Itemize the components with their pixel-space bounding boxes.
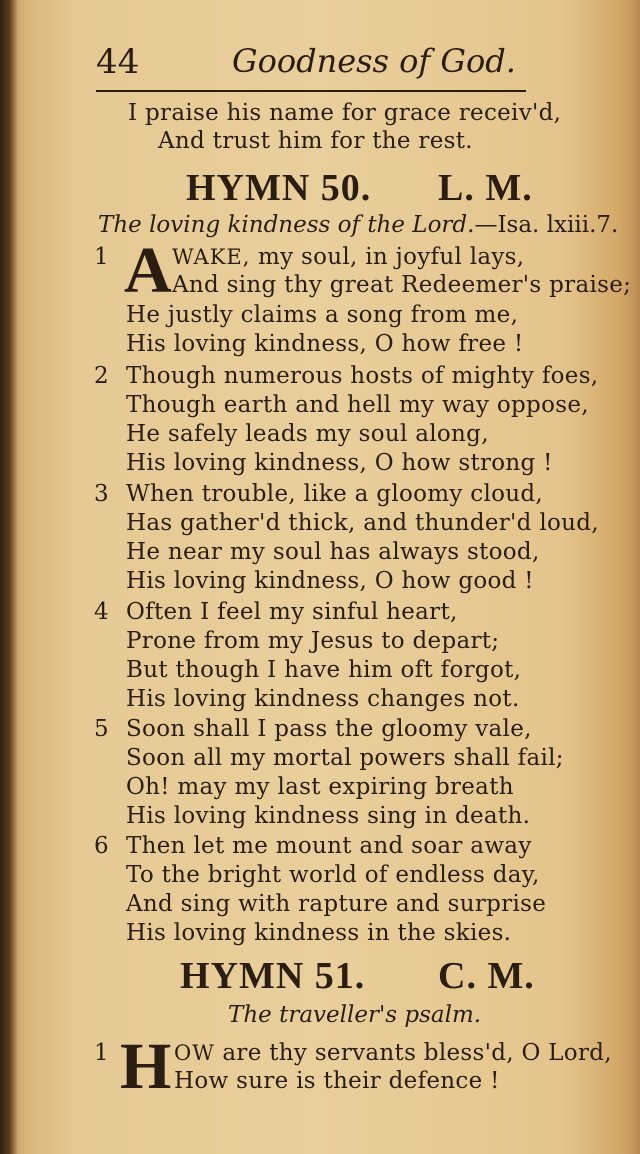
hymn-50-line: Prone from my Jesus to depart; [126,628,500,654]
page-number: 44 [96,42,140,82]
hymn-50-line: His loving kindness, O how good ! [126,568,534,594]
hymn-50-line: Soon shall I pass the gloomy vale, [126,716,532,742]
prev-hymn-line-2: And trust him for the rest. [158,128,473,154]
hymn-51-title: HYMN 51. [180,955,366,997]
hymn-50-scripture-reference: —Isa. lxiii.7. [474,212,619,238]
verse-number: 1 [94,244,109,270]
first-word-small-caps: WAKE, [172,245,251,269]
hymn-50-line: He near my soul has always stood, [126,539,540,565]
first-line-rest: are thy servants bless'd, O Lord, [214,1040,612,1066]
hymn-51-line-1 [174,1040,612,1066]
hymn-50-line: His loving kindness in the skies. [126,920,512,946]
verse-number: 4 [94,599,109,625]
page-gutter-shadow [0,0,18,1154]
page-header [96,42,516,86]
hymn-50-subtitle [98,212,618,238]
verse-number: 6 [94,833,109,859]
hymn-50-title: HYMN 50. [186,167,372,209]
hymn-51-meter: C. M. [438,955,535,997]
verse-number: 2 [94,363,109,389]
hymn-51-subtitle: The traveller's psalm. [228,1002,482,1028]
hymn-50-line: To the bright world of endless day, [126,862,540,888]
first-word-small-caps: OW [174,1041,215,1065]
hymn-50-line: His loving kindness sing in death. [126,803,531,829]
hymn-50-line: When trouble, like a gloomy cloud, [126,481,544,507]
drop-cap-letter: H [120,1030,172,1103]
hymn-50-line: Though earth and hell my way oppose, [126,392,589,418]
hymn-50-line: And sing with rapture and surprise [126,891,547,917]
hymn-50-line: But though I have him oft forgot, [126,657,522,683]
hymn-50-line: Soon all my mortal powers shall fail; [126,745,564,771]
running-title: Goodness of God. [232,42,516,80]
verse-number: 3 [94,481,109,507]
hymn-50-line: Often I feel my sinful heart, [126,599,458,625]
hymn-50-line: His loving kindness, O how free ! [126,331,524,357]
hymn-50-line: Though numerous hosts of mighty foes, [126,363,599,389]
hymn-51-line-2: How sure is their defence ! [174,1068,500,1094]
hymn-50-line-1 [172,244,524,270]
verse-number: 5 [94,716,109,742]
hymn-50-line: Oh! may my last expiring breath [126,774,514,800]
drop-cap-letter: A [124,234,172,307]
hymn-50-line: His loving kindness, O how strong ! [126,450,553,476]
verse-number: 1 [94,1040,109,1066]
first-line-rest: my soul, in joyful lays, [250,244,525,270]
hymn-50-line: And sing thy great Redeemer's praise; [172,272,632,298]
hymn-50-line: Then let me mount and soar away [126,833,532,859]
prev-hymn-line-1: I praise his name for grace receiv'd, [128,100,562,126]
hymn-50-meter: L. M. [438,167,533,209]
hymn-50-line: He justly claims a song from me, [126,302,519,328]
hymn-50-subtitle-text: The loving kindness of the Lord. [98,212,475,238]
hymn-50-line: His loving kindness changes not. [126,686,520,712]
hymn-50-line: Has gather'd thick, and thunder'd loud, [126,510,599,536]
header-rule [96,90,526,92]
hymn-50-line: He safely leads my soul along, [126,421,489,447]
